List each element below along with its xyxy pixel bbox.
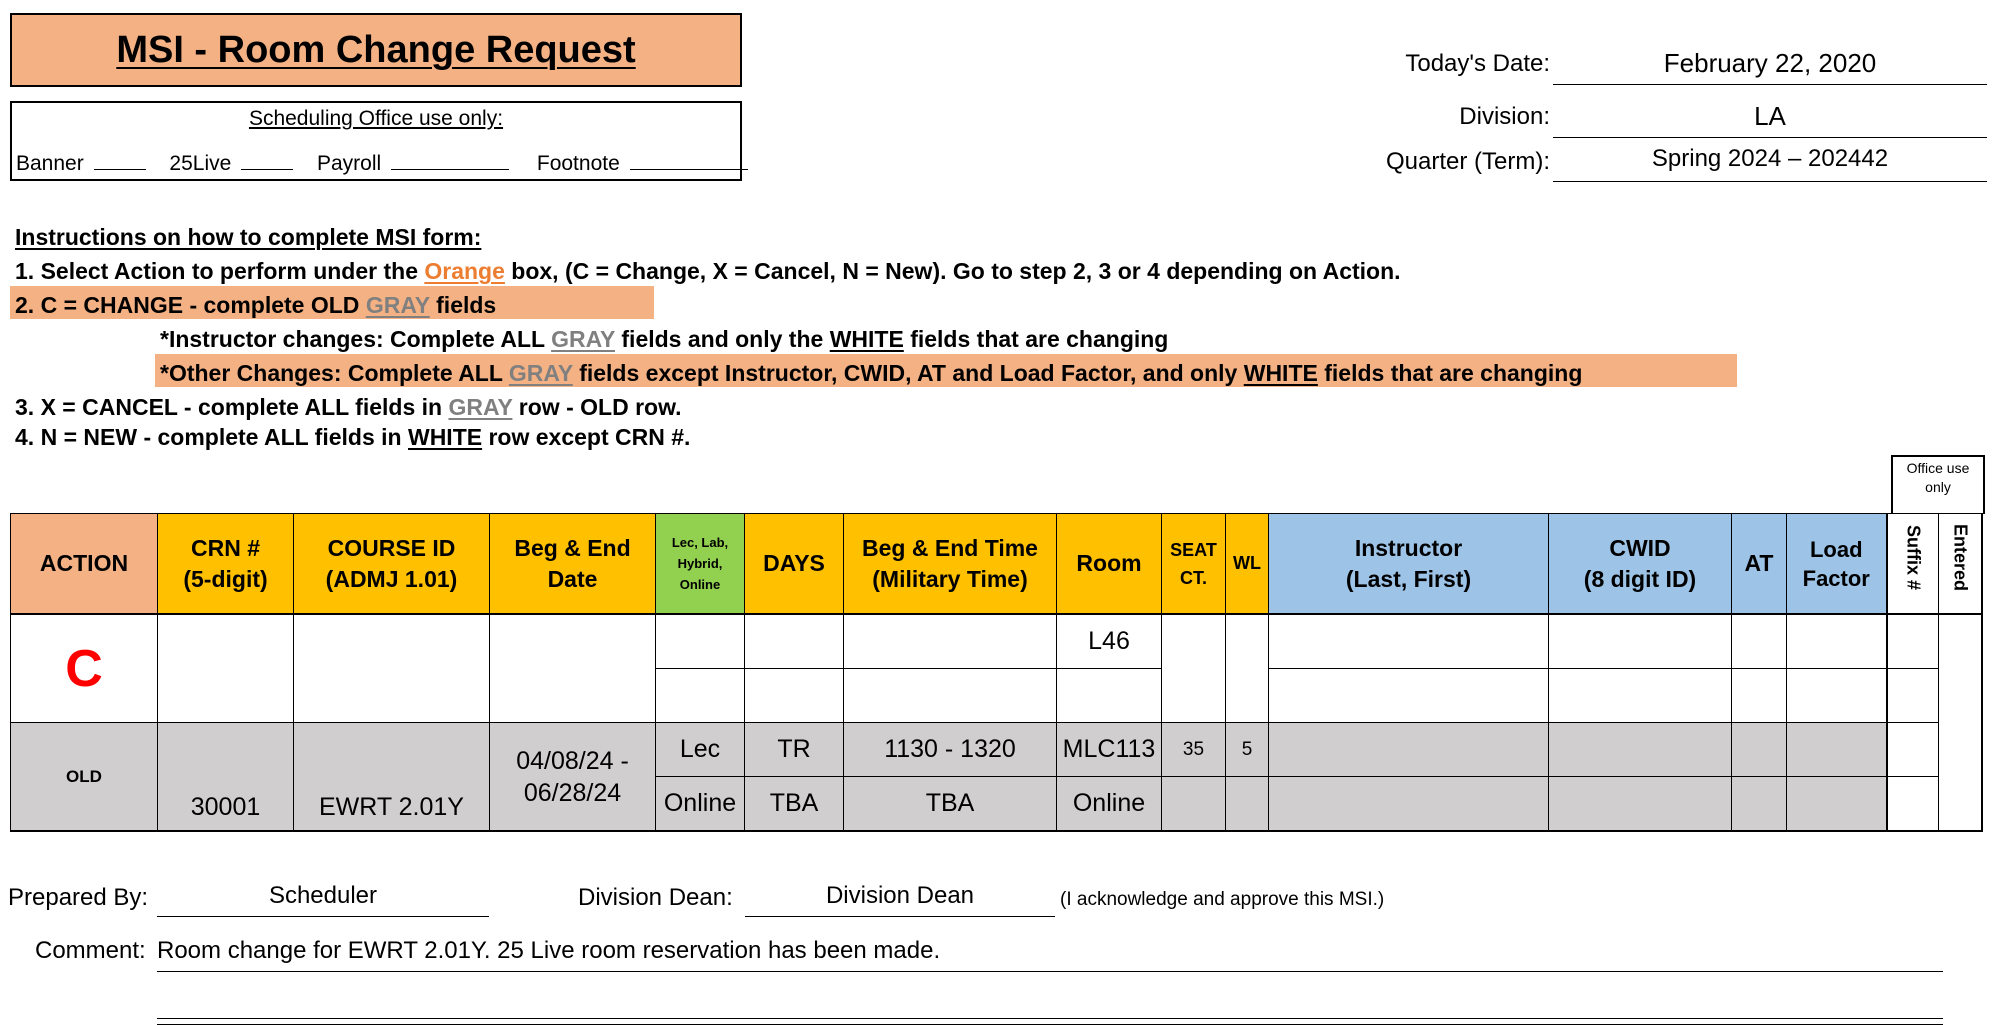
header-crn-line2: (5-digit) <box>183 565 268 592</box>
header-time-line2: (Military Time) <box>872 565 1028 592</box>
header-time-line1: Beg & End Time <box>862 534 1038 561</box>
todays-date-label: Today's Date: <box>1405 50 1550 77</box>
step3-text: 3. X = CANCEL - complete ALL fields in <box>15 394 449 420</box>
new-days-cell-2[interactable] <box>745 669 844 723</box>
header-load-line2: Factor <box>1802 565 1870 591</box>
header-instructor-line2: (Last, First) <box>1345 565 1472 592</box>
new-type-cell-2[interactable] <box>656 669 745 723</box>
new-course-cell[interactable] <box>294 614 490 723</box>
dean-approval-note: (I acknowledge and approve this MSI.) <box>1060 889 1385 910</box>
new-room-cell-1[interactable]: L46 <box>1057 614 1162 669</box>
new-type-cell-1[interactable] <box>656 614 745 669</box>
division-dean-label: Division Dean: <box>578 884 733 911</box>
old-suffix-cell-2[interactable] <box>1887 777 1939 832</box>
new-crn-cell[interactable] <box>158 614 294 723</box>
payroll-blank[interactable] <box>391 149 509 170</box>
new-cwid-cell-2[interactable] <box>1549 669 1732 723</box>
old-action-cell[interactable]: OLD <box>11 723 158 832</box>
old-dates-cell[interactable]: 04/08/24 - 06/28/24 <box>490 723 656 832</box>
old-seat-cell-2[interactable] <box>1162 777 1226 832</box>
todays-date-field[interactable]: February 22, 2020 <box>1553 48 1987 85</box>
new-days-cell-1[interactable] <box>745 614 844 669</box>
header-load-factor <box>1787 514 1887 615</box>
header-course-id <box>294 514 490 615</box>
new-at-cell-1[interactable] <box>1732 614 1787 669</box>
old-at-cell-2[interactable] <box>1732 777 1787 832</box>
new-load-cell-1[interactable] <box>1787 614 1887 669</box>
prepared-by-label: Prepared By: <box>8 884 149 911</box>
white-keyword: WHITE <box>1243 360 1318 386</box>
new-seat-cell[interactable] <box>1162 614 1226 723</box>
comment-line-2[interactable] <box>157 1018 1943 1019</box>
header-load-line1: Load <box>1809 536 1863 562</box>
quarter-label: Quarter (Term): <box>1385 148 1550 175</box>
new-suffix-cell-1[interactable] <box>1887 614 1939 669</box>
form-title: MSI - Room Change Request <box>116 28 636 71</box>
office-use-label: Office use only <box>1891 455 1985 514</box>
instruction-step-1 <box>15 258 1401 285</box>
new-action-cell[interactable]: C <box>11 614 158 723</box>
header-days: DAYS <box>745 514 844 615</box>
footnote-label: Footnote <box>536 152 620 175</box>
step2-text-rest: fields <box>429 292 497 318</box>
header-time <box>844 514 1057 615</box>
footnote-blank[interactable] <box>630 149 748 170</box>
old-load-cell-1[interactable] <box>1787 723 1887 777</box>
header-cwid-line1: CWID <box>1609 534 1671 561</box>
25live-label: 25Live <box>169 152 232 175</box>
step4-text: 4. N = NEW - complete ALL fields in <box>15 424 408 450</box>
division-label: Division: <box>1459 103 1550 130</box>
header-wl: WL <box>1226 514 1269 615</box>
header-entered-text: Entered <box>1950 524 1971 592</box>
header-dates-line1: Beg & End <box>514 534 631 561</box>
25live-blank[interactable] <box>241 149 293 170</box>
new-cwid-cell-1[interactable] <box>1549 614 1732 669</box>
header-seat-ct <box>1162 514 1226 615</box>
instruction-sub-other <box>160 360 1582 387</box>
old-seat-cell[interactable]: 35 <box>1162 723 1226 777</box>
orange-keyword: Orange <box>424 258 505 284</box>
header-room: Room <box>1057 514 1162 615</box>
header-suffix <box>1887 514 1939 615</box>
payroll-label: Payroll <box>316 152 382 175</box>
step4-text-rest: row except CRN #. <box>482 424 691 450</box>
step3-text-rest: row - OLD row. <box>512 394 682 420</box>
new-time-cell-2[interactable] <box>844 669 1057 723</box>
gray-keyword: GRAY <box>448 394 513 420</box>
scheduling-office-heading: Scheduling Office use only: <box>248 107 504 130</box>
old-load-cell-2[interactable] <box>1787 777 1887 832</box>
new-suffix-cell-2[interactable] <box>1887 669 1939 723</box>
header-crn-line1: CRN # <box>190 534 260 561</box>
sub1-text: *Instructor changes: Complete ALL <box>160 326 552 352</box>
header-suffix-text: Suffix # <box>1903 525 1924 591</box>
comment-field[interactable]: Room change for EWRT 2.01Y. 25 Live room reservation has been made. <box>157 937 1943 972</box>
header-crn <box>158 514 294 615</box>
header-cwid-line2: (8 digit ID) <box>1583 565 1697 592</box>
old-cwid-cell-1[interactable] <box>1549 723 1732 777</box>
prepared-by-field[interactable]: Scheduler <box>157 882 489 917</box>
header-instructor-line1: Instructor <box>1354 534 1463 561</box>
form-title-box <box>10 13 742 87</box>
banner-blank[interactable] <box>94 149 146 170</box>
instruction-sub-instructor <box>160 326 1168 353</box>
instruction-step-2 <box>15 292 496 319</box>
sub2-text-mid: fields except Instructor, CWID, AT and Load Factor, and only <box>572 360 1244 386</box>
header-dates-line2: Date <box>547 565 598 592</box>
header-lec-lab <box>656 514 745 615</box>
new-time-cell-1[interactable] <box>844 614 1057 669</box>
white-keyword: WHITE <box>829 326 904 352</box>
old-instructor-cell-1[interactable] <box>1269 723 1549 777</box>
header-lec-line1: Lec, Lab, <box>671 535 729 550</box>
sub1-text-rest: fields that are changing <box>903 326 1169 352</box>
old-days-cell-2[interactable]: TBA <box>745 777 844 832</box>
white-keyword: WHITE <box>407 424 483 450</box>
new-at-cell-2[interactable] <box>1732 669 1787 723</box>
division-dean-field[interactable]: Division Dean <box>745 882 1055 917</box>
step1-text: 1. Select Action to perform under the <box>15 258 425 284</box>
new-load-cell-2[interactable] <box>1787 669 1887 723</box>
gray-keyword: GRAY <box>508 360 573 386</box>
old-wl-cell-2[interactable] <box>1226 777 1269 832</box>
quarter-field[interactable]: Spring 2024 – 202442 <box>1553 145 1987 182</box>
entered-cell[interactable] <box>1939 614 1982 831</box>
header-entered <box>1939 514 1982 615</box>
header-course-line2: (ADMJ 1.01) <box>325 565 458 592</box>
old-course-cell[interactable]: EWRT 2.01Y <box>294 723 490 832</box>
header-at: AT <box>1732 514 1787 615</box>
header-seat-line1: SEAT <box>1170 539 1217 560</box>
instructions-heading: Instructions on how to complete MSI form: <box>15 224 482 250</box>
msi-course-table <box>10 513 1983 832</box>
gray-keyword: GRAY <box>551 326 615 352</box>
step2-text: 2. C = CHANGE - complete OLD <box>15 292 366 318</box>
header-dates <box>490 514 656 615</box>
header-seat-line2: CT. <box>1180 567 1207 588</box>
header-lec-line2: Hybrid, <box>677 556 723 571</box>
sub1-text-mid: fields and only the <box>615 326 830 352</box>
header-action: ACTION <box>11 514 158 615</box>
step1-text-rest: box, (C = Change, X = Cancel, N = New). Go to step 2, 3 or 4 depending on Action. <box>504 258 1401 284</box>
old-suffix-cell-1[interactable] <box>1887 723 1939 777</box>
header-instructor <box>1269 514 1549 615</box>
old-time-cell-2[interactable]: TBA <box>844 777 1057 832</box>
old-wl-cell[interactable]: 5 <box>1226 723 1269 777</box>
scheduling-office-box <box>10 101 742 181</box>
old-at-cell-1[interactable] <box>1732 723 1787 777</box>
old-type-cell-2[interactable]: Online <box>656 777 745 832</box>
new-dates-cell[interactable] <box>490 614 656 723</box>
old-days-cell-1[interactable]: TR <box>745 723 844 777</box>
division-field[interactable]: LA <box>1553 101 1987 138</box>
old-cwid-cell-2[interactable] <box>1549 777 1732 832</box>
old-instructor-cell-2[interactable] <box>1269 777 1549 832</box>
new-wl-cell[interactable] <box>1226 614 1269 723</box>
new-room-cell-2[interactable] <box>1057 669 1162 723</box>
banner-label: Banner <box>16 152 84 175</box>
header-lec-line3: Online <box>679 577 721 592</box>
gray-keyword: GRAY <box>365 292 430 318</box>
old-time-cell-1[interactable]: 1130 - 1320 <box>844 723 1057 777</box>
header-cwid <box>1549 514 1732 615</box>
header-course-line1: COURSE ID <box>327 534 456 561</box>
old-room-cell-2[interactable]: Online <box>1057 777 1162 832</box>
old-crn-cell[interactable]: 30001 <box>158 723 294 832</box>
scheduling-office-fields <box>16 149 766 176</box>
old-type-cell-1[interactable]: Lec <box>656 723 745 777</box>
instruction-step-3 <box>15 394 682 421</box>
new-instructor-cell-2[interactable] <box>1269 669 1549 723</box>
instruction-step-4 <box>15 424 690 451</box>
comment-label: Comment: <box>35 937 146 964</box>
old-room-cell-1[interactable]: MLC113 <box>1057 723 1162 777</box>
new-instructor-cell-1[interactable] <box>1269 614 1549 669</box>
sub2-text-rest: fields that are changing <box>1317 360 1583 386</box>
sub2-text: *Other Changes: Complete ALL <box>160 360 509 386</box>
